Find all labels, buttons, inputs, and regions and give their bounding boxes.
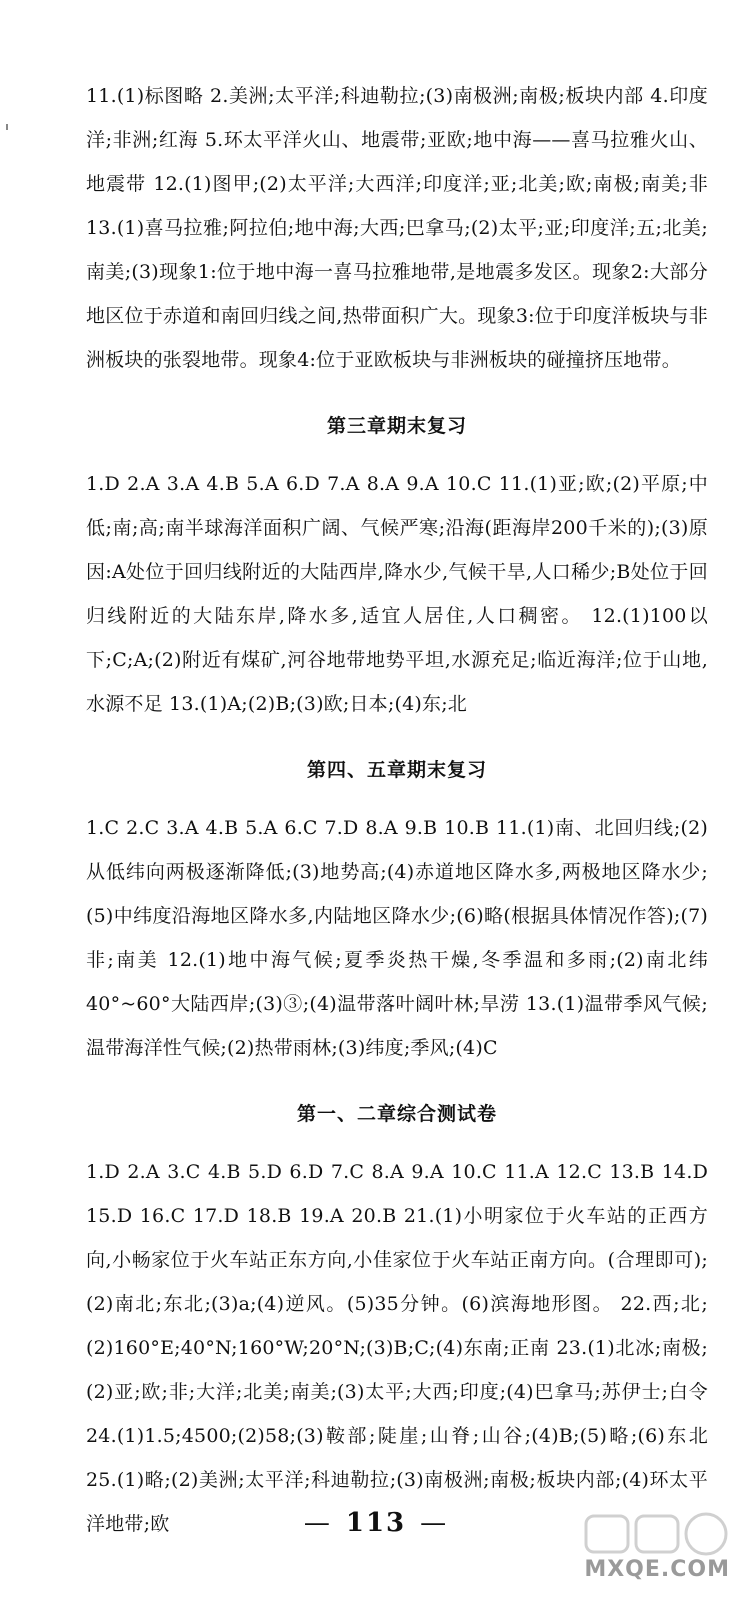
page-number-dash-right: —: [420, 1508, 449, 1538]
section-heading-chapter3: 第三章期末复习: [326, 415, 467, 437]
answer-block-chapter4-5: 1.C 2.C 3.A 4.B 5.A 6.C 7.D 8.A 9.B 10.B 11.(1)南、北回归线;(2)从低纬向两极逐渐降低;(3)地势高;(4)赤道地区降水多,两极地区降水少;(5)中纬度沿海地区降水多,内陆地区降水少;(6)略(根据具体情况作答);(7)非;南美 12.(1)地中海气候;夏季炎热干燥,冬季温和多雨;(2)南北纬40°~60°大陆西岸;(3)③;(4)温带落叶阔叶林;旱涝 13.(1)温带季风气候;温带海洋性气候;(2)热带雨林;(3)纬度;季风;(4)C: [86, 817, 708, 1059]
watermark-text: MXQE.COM: [584, 1557, 730, 1582]
page-number-value: 113: [345, 1508, 407, 1538]
answer-content: [86, 74, 708, 1546]
margin-mark: [6, 124, 8, 130]
answer-block-intro: 11.(1)标图略 2.美洲;太平洋;科迪勒拉;(3)南极洲;南极;板块内部 4.印度洋;非洲;红海 5.环太平洋火山、地震带;亚欧;地中海——喜马拉雅火山、地震带 12.(1)图甲;(2)太平洋;大西洋;印度洋;亚;北美;欧;南极;南美;非 13.(1)喜马拉雅;阿拉伯;地中海;大西;巴拿马;(2)太平;亚;印度洋;五;北美;南美;(3)现象1:位于地中海一喜马拉雅地带,是地震多发区。现象2:大部分地区位于赤道和南回归线之间,热带面积广大。现象3:位于印度洋板块与非洲板块的张裂地带。现象4:位于亚欧板块与非洲板块的碰撞挤压地带。: [86, 85, 708, 371]
section-heading-chapter4-5: 第四、五章期末复习: [306, 759, 487, 781]
section-heading-chapter1-2-test: 第一、二章综合测试卷: [296, 1103, 497, 1125]
page-number-dash-left: —: [303, 1508, 332, 1538]
answer-block-chapter3: 1.D 2.A 3.A 4.B 5.A 6.D 7.A 8.A 9.A 10.C 11.(1)亚;欧;(2)平原;中低;南;高;南半球海洋面积广阔、气候严寒;沿海(距海岸200千米的);(3)原因:A处位于回归线附近的大陆西岸,降水少,气候干旱,人口稀少;B处位于回归线附近的大陆东岸,降水多,适宜人居住,人口稠密。 12.(1)100以下;C;A;(2)附近有煤矿,河谷地带地势平坦,水源充足;临近海洋;位于山地,水源不足 13.(1)A;(2)B;(3)欧;日本;(4)东;北: [86, 473, 708, 715]
answer-block-chapter1-2-test: 1.D 2.A 3.C 4.B 5.D 6.D 7.C 8.A 9.A 10.C 11.A 12.C 13.B 14.D 15.D 16.C 17.D 18.B 19.A 20.B 21.(1)小明家位于火车站的正西方向,小畅家位于火车站正东方向,小佳家位于火车站正南方向。(合理即可);(2)南北;东北;(3)a;(4)逆风。(5)35分钟。(6)滨海地形图。 22.西;北;(2)160°E;40°N;160°W;20°N;(3)B;C;(4)东南;正南 23.(1)北冰;南极;(2)亚;欧;非;大洋;北美;南美;(3)太平;大西;印度;(4)巴拿马;苏伊士;白令 24.(1)1.5;4500;(2)58;(3)鞍部;陡崖;山脊;山谷;(4)B;(5)略;(6)东北 25.(1)略;(2)美洲;太平洋;科迪勒拉;(3)南极洲;南极;板块内部;(4)环太平洋地带;欧: [86, 1161, 708, 1535]
